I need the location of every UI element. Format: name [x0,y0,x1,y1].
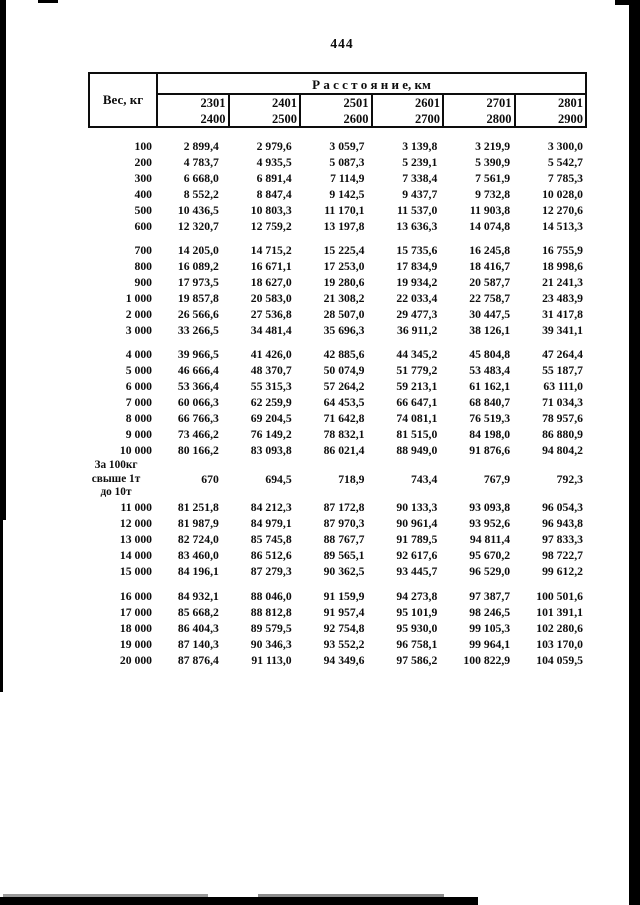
value-cell: 86 512,6 [250,549,292,562]
value-cell: 87 876,4 [177,654,219,667]
weight-cell: 15 000 [119,565,152,578]
distance-range-cell [444,95,516,127]
value-cell: 8 552,2 [183,188,219,201]
value-cell: 94 349,6 [323,654,365,667]
weight-cell: 13 000 [119,533,152,546]
weight-cell: 100 [134,140,152,153]
value-cell: 45 804,8 [469,348,511,361]
value-cell: 35 696,3 [323,324,365,337]
value-cell: 91 876,6 [469,444,511,457]
weight-cell: 5 000 [125,364,152,377]
table-row [60,516,589,532]
value-cell: 19 934,2 [396,276,438,289]
weight-cell: 3 000 [125,324,152,337]
weight-cell: 9 000 [125,428,152,441]
table-header [88,72,587,128]
table-row [60,653,589,669]
value-cell: 93 445,7 [396,565,438,578]
value-cell: 46 666,4 [177,364,219,377]
per-100kg-row [60,459,589,500]
weight-cell: 16 000 [119,590,152,603]
distance-range-cell [373,95,445,127]
value-cell: 96 054,3 [542,501,583,514]
value-cell: 14 074,8 [469,220,511,233]
value-cell: 63 111,0 [543,380,583,393]
value-cell: 82 724,0 [177,533,219,546]
value-cell: 95 101,9 [396,606,438,619]
value-cell: 694,5 [265,473,292,486]
table-row [60,187,589,203]
value-cell: 95 930,0 [396,622,438,635]
value-cell: 12 320,7 [177,220,219,233]
value-cell: 48 370,7 [250,364,292,377]
value-cell: 2 979,6 [256,140,292,153]
value-cell: 21 241,3 [542,276,583,289]
value-cell: 92 754,8 [323,622,365,635]
weight-cell: 20 000 [119,654,152,667]
value-cell: 11 903,8 [469,204,511,217]
table-row [60,564,589,580]
distance-range-cell [301,95,373,127]
value-cell: 91 159,9 [323,590,365,603]
value-cell: 89 565,1 [323,549,365,562]
value-cell: 9 142,5 [329,188,365,201]
value-cell: 68 840,7 [469,396,511,409]
distance-header-area [158,74,585,126]
value-cell: 3 059,7 [329,140,365,153]
value-cell: 26 566,6 [177,308,219,321]
value-cell: 6 668,0 [183,172,219,185]
value-cell: 81 515,0 [396,428,438,441]
value-cell: 11 170,1 [324,204,365,217]
range-to: 2800 [486,111,512,126]
value-cell: 93 093,8 [469,501,511,514]
value-cell: 85 668,2 [177,606,219,619]
weight-cell: 600 [134,220,152,233]
weight-cell: 8 000 [125,412,152,425]
weight-cell: 11 000 [120,501,152,514]
value-cell: 86 880,9 [542,428,583,441]
weight-cell: 700 [134,244,152,257]
value-cell: 53 483,4 [469,364,511,377]
table-row [60,621,589,637]
value-cell: 95 670,2 [469,549,511,562]
value-cell: 99 105,3 [469,622,511,635]
value-cell: 90 133,3 [396,501,438,514]
table-row [60,637,589,653]
value-cell: 69 204,5 [250,412,292,425]
value-cell: 6 891,4 [256,172,292,185]
value-cell: 22 033,4 [396,292,438,305]
range-to: 2900 [558,111,583,126]
value-cell: 8 847,4 [256,188,292,201]
weight-cell: 300 [134,172,152,185]
value-cell: 17 973,5 [177,276,219,289]
table-row [60,363,589,379]
value-cell: 102 280,6 [536,622,583,635]
value-cell: 17 834,9 [396,260,438,273]
weight-cell: 10 000 [119,444,152,457]
value-cell: 88 949,0 [396,444,438,457]
value-cell: 743,4 [411,473,438,486]
value-cell: 91 789,5 [396,533,438,546]
value-cell: 4 935,5 [256,156,292,169]
value-cell: 14 205,0 [177,244,219,257]
weight-header: Вес, кг [90,74,158,126]
table-row [60,605,589,621]
value-cell: 99 964,1 [469,638,511,651]
row-group [60,243,589,339]
value-cell: 78 832,1 [323,428,365,441]
distance-columns [158,95,585,127]
weight-cell: 6 000 [125,380,152,393]
value-cell: 76 519,3 [469,412,511,425]
distance-range-cell [516,95,586,127]
value-cell: 767,9 [483,473,511,486]
value-cell: 71 642,8 [323,412,365,425]
table-row [60,500,589,516]
weight-cell: 900 [134,276,152,289]
table-row [60,243,589,259]
value-cell: 16 245,8 [469,244,511,257]
range-from: 2701 [486,96,512,110]
table-row [60,219,589,235]
table-row [60,171,589,187]
value-cell: 97 586,2 [396,654,438,667]
value-cell: 18 416,7 [469,260,511,273]
range-to: 2400 [200,111,226,126]
value-cell: 85 745,8 [250,533,292,546]
table-row [60,155,589,171]
value-cell: 28 507,0 [323,308,365,321]
value-cell: 29 477,3 [396,308,438,321]
table-body [60,139,589,669]
distance-range-cell [158,95,230,127]
label-line: За 100кг [94,459,138,472]
value-cell: 97 387,7 [469,590,511,603]
weight-cell: 1 000 [125,292,152,305]
row-group [60,500,589,580]
value-cell: 30 447,5 [469,308,511,321]
value-cell: 55 187,7 [542,364,583,377]
distance-range-cell [230,95,302,127]
value-cell: 33 266,5 [177,324,219,337]
table-row [60,307,589,323]
value-cell: 100 822,9 [463,654,511,667]
scan-edge-fringe [3,894,208,897]
value-cell: 7 561,9 [475,172,511,185]
value-cell: 91 113,0 [251,654,292,667]
range-from: 2501 [343,96,369,110]
value-cell: 88 046,0 [250,590,292,603]
distance-header: Р а с с т о я н и е, км [158,74,585,95]
table-row [60,139,589,155]
value-cell: 81 251,8 [177,501,219,514]
value-cell: 93 552,2 [323,638,365,651]
value-cell: 89 579,5 [250,622,292,635]
weight-cell: 14 000 [119,549,152,562]
table-row [60,291,589,307]
value-cell: 84 196,1 [177,565,219,578]
value-cell: 86 021,4 [323,444,365,457]
value-cell: 15 735,6 [396,244,438,257]
value-cell: 101 391,1 [536,606,583,619]
value-cell: 27 536,8 [250,308,292,321]
value-cell: 10 803,3 [250,204,292,217]
weight-cell: 7 000 [125,396,152,409]
value-cell: 11 537,0 [397,204,438,217]
value-cell: 47 264,4 [542,348,583,361]
value-cell: 80 166,2 [177,444,219,457]
value-cell: 7 338,4 [402,172,438,185]
value-cell: 66 647,1 [396,396,438,409]
value-cell: 87 970,3 [323,517,365,530]
weight-cell: 17 000 [119,606,152,619]
value-cell: 74 081,1 [396,412,438,425]
value-cell: 39 966,5 [177,348,219,361]
value-cell: 84 932,1 [177,590,219,603]
value-cell: 21 308,2 [323,292,365,305]
value-cell: 96 758,1 [396,638,438,651]
scan-edge-left-bottom [0,520,3,692]
value-cell: 88 767,7 [323,533,365,546]
value-cell: 98 246,5 [469,606,511,619]
value-cell: 14 513,3 [542,220,583,233]
value-cell: 670 [201,473,219,486]
table-row [60,203,589,219]
value-cell: 23 483,9 [542,292,583,305]
value-cell: 7 785,3 [547,172,583,185]
value-cell: 87 140,3 [177,638,219,651]
value-cell: 76 149,2 [250,428,292,441]
weight-cell: 18 000 [119,622,152,635]
scan-edge-right [629,0,640,905]
range-to: 2700 [415,111,440,126]
value-cell: 20 587,7 [469,276,511,289]
value-cell: 53 366,4 [177,380,219,393]
value-cell: 12 759,2 [250,220,292,233]
value-cell: 97 833,3 [542,533,583,546]
page-number: 444 [330,36,354,51]
value-cell: 3 219,9 [475,140,511,153]
value-cell: 100 501,6 [536,590,583,603]
value-cell: 96 943,8 [542,517,583,530]
value-cell: 15 225,4 [323,244,365,257]
table-row [60,443,589,459]
per-100kg-label [60,459,152,500]
table-row [60,532,589,548]
value-cell: 84 979,1 [250,517,292,530]
value-cell: 88 812,8 [250,606,292,619]
scan-edge-left-top [0,0,6,520]
value-cell: 22 758,7 [469,292,511,305]
value-cell: 98 722,7 [542,549,583,562]
value-cell: 78 957,6 [542,412,583,425]
table-row [60,411,589,427]
value-cell: 718,9 [338,473,365,486]
row-group [60,347,589,459]
weight-cell: 19 000 [119,638,152,651]
value-cell: 50 074,9 [323,364,365,377]
value-cell: 10 436,5 [177,204,219,217]
value-cell: 18 998,6 [542,260,583,273]
value-cell: 90 362,5 [323,565,365,578]
value-cell: 9 732,8 [475,188,511,201]
value-cell: 18 627,0 [250,276,292,289]
scan-edge-bottom [0,897,478,905]
value-cell: 94 804,2 [542,444,583,457]
range-to: 2600 [343,111,369,126]
value-cell: 83 460,0 [177,549,219,562]
value-cell: 42 885,6 [323,348,365,361]
value-cell: 12 270,6 [542,204,583,217]
value-cell: 41 426,0 [250,348,292,361]
range-to: 2500 [272,111,297,126]
value-cell: 87 279,3 [250,565,292,578]
value-cell: 92 617,6 [396,549,438,562]
value-cell: 792,3 [556,473,583,486]
value-cell: 83 093,8 [250,444,292,457]
value-cell: 34 481,4 [250,324,292,337]
value-cell: 19 857,8 [177,292,219,305]
value-cell: 81 987,9 [177,517,219,530]
value-cell: 39 341,1 [542,324,583,337]
value-cell: 57 264,2 [323,380,365,393]
value-cell: 61 162,1 [469,380,511,393]
value-cell: 19 280,6 [323,276,365,289]
value-cell: 59 213,1 [396,380,438,393]
value-cell: 3 139,8 [402,140,438,153]
value-cell: 71 034,3 [542,396,583,409]
value-cell: 20 583,0 [250,292,292,305]
value-cell: 16 089,2 [177,260,219,273]
value-cell: 84 198,0 [469,428,511,441]
table-row [60,548,589,564]
row-group [60,589,589,669]
range-from: 2801 [558,96,583,110]
weight-cell: 500 [134,204,152,217]
value-cell: 90 346,3 [250,638,292,651]
value-cell: 96 529,0 [469,565,511,578]
range-from: 2601 [415,96,440,110]
value-cell: 10 028,0 [542,188,583,201]
value-cell: 13 197,8 [323,220,365,233]
range-from: 2301 [200,96,226,110]
value-cell: 16 755,9 [542,244,583,257]
value-cell: 4 783,7 [183,156,219,169]
value-cell: 14 715,2 [250,244,292,257]
weight-cell: 800 [134,260,152,273]
value-cell: 84 212,3 [250,501,292,514]
value-cell: 36 911,2 [397,324,438,337]
value-cell: 104 059,5 [536,654,583,667]
weight-cell: 4 000 [125,348,152,361]
value-cell: 38 126,1 [469,324,511,337]
table-row [60,323,589,339]
value-cell: 93 952,6 [469,517,511,530]
value-cell: 94 811,4 [469,533,511,546]
table-row [60,347,589,363]
value-cell: 66 766,3 [177,412,219,425]
scan-edge-top-dash [38,0,58,3]
value-cell: 60 066,3 [177,396,219,409]
value-cell: 91 957,4 [323,606,365,619]
value-cell: 62 259,9 [250,396,292,409]
value-cell: 73 466,2 [177,428,219,441]
value-cell: 94 273,8 [396,590,438,603]
value-cell: 44 345,2 [396,348,438,361]
weight-cell: 200 [134,156,152,169]
row-group [60,139,589,235]
table-row [60,395,589,411]
value-cell: 13 636,3 [396,220,438,233]
value-cell: 16 671,1 [250,260,292,273]
value-cell: 64 453,5 [323,396,365,409]
weight-cell: 2 000 [125,308,152,321]
value-cell: 9 437,7 [402,188,438,201]
weight-cell: 400 [134,188,152,201]
value-cell: 31 417,8 [542,308,583,321]
value-cell: 7 114,9 [330,172,365,185]
value-cell: 99 612,2 [542,565,583,578]
value-cell: 55 315,3 [250,380,292,393]
weight-cell: 12 000 [119,517,152,530]
value-cell: 2 899,4 [183,140,219,153]
table-row [60,275,589,291]
scan-edge-fringe [258,894,444,897]
table-row [60,379,589,395]
value-cell: 5 390,9 [475,156,511,169]
table-row [60,259,589,275]
label-line: до 10т [100,486,132,499]
value-cell: 5 087,3 [329,156,365,169]
value-cell: 90 961,4 [396,517,438,530]
table-row [60,589,589,605]
value-cell: 103 170,0 [536,638,583,651]
value-cell: 3 300,0 [547,140,583,153]
table-row [60,427,589,443]
value-cell: 51 779,2 [396,364,438,377]
value-cell: 5 542,7 [547,156,583,169]
value-cell: 17 253,0 [323,260,365,273]
value-cell: 5 239,1 [402,156,438,169]
label-line: свыше 1т [91,472,141,485]
value-cell: 86 404,3 [177,622,219,635]
value-cell: 87 172,8 [323,501,365,514]
range-from: 2401 [272,96,297,110]
